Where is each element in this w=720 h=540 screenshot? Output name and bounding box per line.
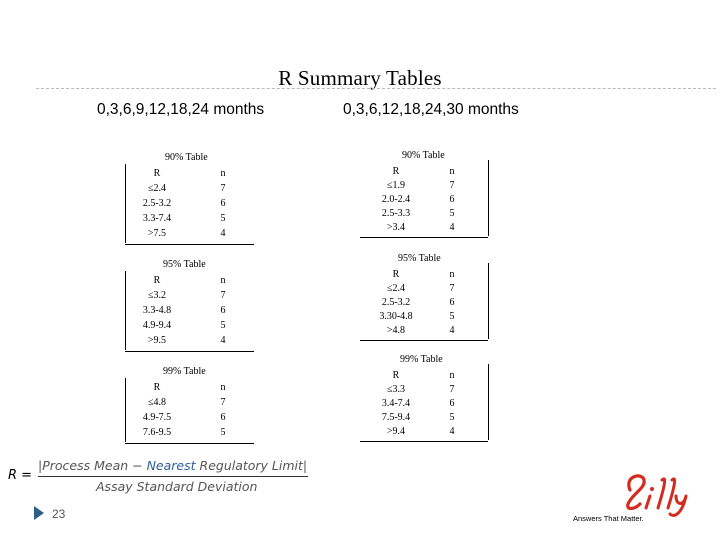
table-row bbox=[125, 397, 254, 411]
header-n: n bbox=[220, 275, 226, 286]
r-range: ≤3.2 bbox=[148, 290, 166, 301]
n-value: 4 bbox=[220, 335, 226, 346]
row-divider bbox=[125, 425, 254, 426]
table-header-row bbox=[360, 166, 488, 180]
table-row bbox=[125, 305, 254, 319]
table-row bbox=[360, 412, 488, 426]
r-range: >9.4 bbox=[386, 426, 406, 437]
table-row bbox=[360, 426, 488, 440]
table-border bbox=[488, 263, 489, 339]
n-value: 5 bbox=[449, 412, 455, 423]
r-range: >4.8 bbox=[386, 325, 406, 336]
n-value: 7 bbox=[449, 384, 455, 395]
table-bottom-rule bbox=[360, 237, 488, 238]
n-value: 7 bbox=[220, 397, 226, 408]
r-range: 4.9-9.4 bbox=[142, 320, 172, 331]
row-divider bbox=[125, 410, 254, 411]
table-header-row bbox=[360, 269, 488, 283]
right-column-heading: 0,3,6,12,18,24,30 months bbox=[343, 101, 519, 118]
r-range: >3.4 bbox=[386, 222, 406, 233]
r-range: 2.5-3.3 bbox=[381, 208, 411, 219]
numerator-part-a: |Process Mean − bbox=[38, 458, 147, 473]
table-bottom-rule bbox=[360, 340, 488, 341]
table-header-row bbox=[125, 382, 254, 396]
table-row bbox=[125, 335, 254, 349]
header-r: R bbox=[153, 275, 161, 286]
r-range: 4.9-7.5 bbox=[142, 412, 172, 423]
n-value: 4 bbox=[449, 325, 455, 336]
n-value: 7 bbox=[220, 290, 226, 301]
n-value: 6 bbox=[449, 398, 455, 409]
fraction-bar bbox=[38, 476, 308, 477]
formula-lhs: R = bbox=[8, 468, 33, 483]
n-value: 7 bbox=[449, 180, 455, 191]
n-value: 7 bbox=[449, 283, 455, 294]
lilly-logo bbox=[570, 468, 700, 526]
n-value: 6 bbox=[220, 305, 226, 316]
left-table-1 bbox=[125, 152, 254, 243]
formula-denominator: Assay Standard Deviation bbox=[96, 479, 258, 494]
r-range: 3.3-4.8 bbox=[142, 305, 172, 316]
n-value: 5 bbox=[220, 320, 226, 331]
table-caption: 95% Table bbox=[398, 253, 441, 264]
table-row bbox=[360, 297, 488, 311]
table-row bbox=[125, 213, 254, 227]
table-row bbox=[360, 384, 488, 398]
r-range: >7.5 bbox=[147, 228, 167, 239]
r-range: >9.5 bbox=[147, 335, 167, 346]
r-range: 2.0-2.4 bbox=[381, 194, 411, 205]
r-range: ≤1.9 bbox=[387, 180, 405, 191]
r-range: ≤4.8 bbox=[148, 397, 166, 408]
numerator-nearest: Nearest bbox=[146, 458, 196, 473]
r-range: ≤3.3 bbox=[387, 384, 405, 395]
row-divider bbox=[125, 196, 254, 197]
n-value: 6 bbox=[220, 198, 226, 209]
table-row bbox=[125, 228, 254, 242]
table-caption: 99% Table bbox=[163, 366, 206, 377]
table-row bbox=[360, 311, 488, 325]
row-divider bbox=[125, 226, 254, 227]
n-value: 7 bbox=[220, 183, 226, 194]
right-table-2 bbox=[360, 253, 488, 339]
title-divider bbox=[36, 88, 716, 89]
table-row bbox=[360, 283, 488, 297]
n-value: 4 bbox=[449, 222, 455, 233]
row-divider bbox=[125, 303, 254, 304]
table-header-row bbox=[125, 275, 254, 289]
header-r: R bbox=[153, 382, 161, 393]
table-row bbox=[125, 412, 254, 426]
r-range: 2.5-3.2 bbox=[381, 297, 411, 308]
n-value: 5 bbox=[449, 208, 455, 219]
n-value: 5 bbox=[220, 213, 226, 224]
header-r: R bbox=[153, 168, 161, 179]
table-bottom-rule bbox=[125, 443, 254, 444]
table-bottom-rule bbox=[360, 441, 488, 442]
r-range: ≤2.4 bbox=[148, 183, 166, 194]
row-divider bbox=[125, 333, 254, 334]
r-range: 7.6-9.5 bbox=[142, 427, 172, 438]
slide-number: 23 bbox=[52, 507, 66, 521]
r-formula bbox=[8, 458, 313, 494]
n-value: 4 bbox=[449, 426, 455, 437]
header-n: n bbox=[220, 168, 226, 179]
n-value: 4 bbox=[220, 228, 226, 239]
table-row bbox=[360, 222, 488, 236]
table-caption: 95% Table bbox=[163, 259, 206, 270]
header-n: n bbox=[449, 269, 455, 280]
table-bottom-rule bbox=[125, 244, 254, 245]
left-column-heading: 0,3,6,9,12,18,24 months bbox=[97, 101, 265, 118]
table-row bbox=[125, 198, 254, 212]
row-divider bbox=[125, 395, 254, 396]
n-value: 6 bbox=[220, 412, 226, 423]
table-row bbox=[360, 398, 488, 412]
table-row bbox=[360, 180, 488, 194]
table-row bbox=[125, 320, 254, 334]
row-divider bbox=[125, 181, 254, 182]
row-divider bbox=[125, 211, 254, 212]
r-range: 3.30-4.8 bbox=[379, 311, 413, 322]
table-row bbox=[360, 208, 488, 222]
r-range: 3.3-7.4 bbox=[142, 213, 172, 224]
table-row bbox=[125, 290, 254, 304]
header-r: R bbox=[392, 370, 400, 381]
table-caption: 90% Table bbox=[165, 152, 208, 163]
n-value: 5 bbox=[449, 311, 455, 322]
header-n: n bbox=[449, 370, 455, 381]
r-range: 3.4-7.4 bbox=[381, 398, 411, 409]
left-table-3 bbox=[125, 366, 254, 442]
header-n: n bbox=[449, 166, 455, 177]
table-row bbox=[125, 427, 254, 441]
table-row bbox=[360, 325, 488, 339]
r-range: 7.5-9.4 bbox=[381, 412, 411, 423]
n-value: 5 bbox=[220, 427, 226, 438]
table-row bbox=[125, 183, 254, 197]
table-bottom-rule bbox=[125, 351, 254, 352]
table-row bbox=[360, 194, 488, 208]
logo-tagline: Answers That Matter. bbox=[573, 514, 644, 523]
formula-numerator bbox=[38, 458, 307, 473]
right-table-3 bbox=[360, 354, 488, 440]
table-header-row bbox=[125, 168, 254, 182]
numerator-part-c: Regulatory Limit| bbox=[195, 458, 308, 473]
r-range: 2.5-3.2 bbox=[142, 198, 172, 209]
n-value: 6 bbox=[449, 194, 455, 205]
header-n: n bbox=[220, 382, 226, 393]
n-value: 6 bbox=[449, 297, 455, 308]
row-divider bbox=[125, 288, 254, 289]
right-table-1 bbox=[360, 150, 488, 236]
table-border bbox=[488, 160, 489, 236]
slide-number-arrow-icon bbox=[34, 506, 44, 520]
row-divider bbox=[125, 318, 254, 319]
header-r: R bbox=[392, 269, 400, 280]
header-r: R bbox=[392, 166, 400, 177]
slide-title: R Summary Tables bbox=[278, 66, 442, 90]
table-caption: 99% Table bbox=[400, 354, 443, 365]
table-caption: 90% Table bbox=[402, 150, 445, 161]
left-table-2 bbox=[125, 259, 254, 350]
table-border bbox=[488, 364, 489, 440]
table-header-row bbox=[360, 370, 488, 384]
r-range: ≤2.4 bbox=[387, 283, 405, 294]
